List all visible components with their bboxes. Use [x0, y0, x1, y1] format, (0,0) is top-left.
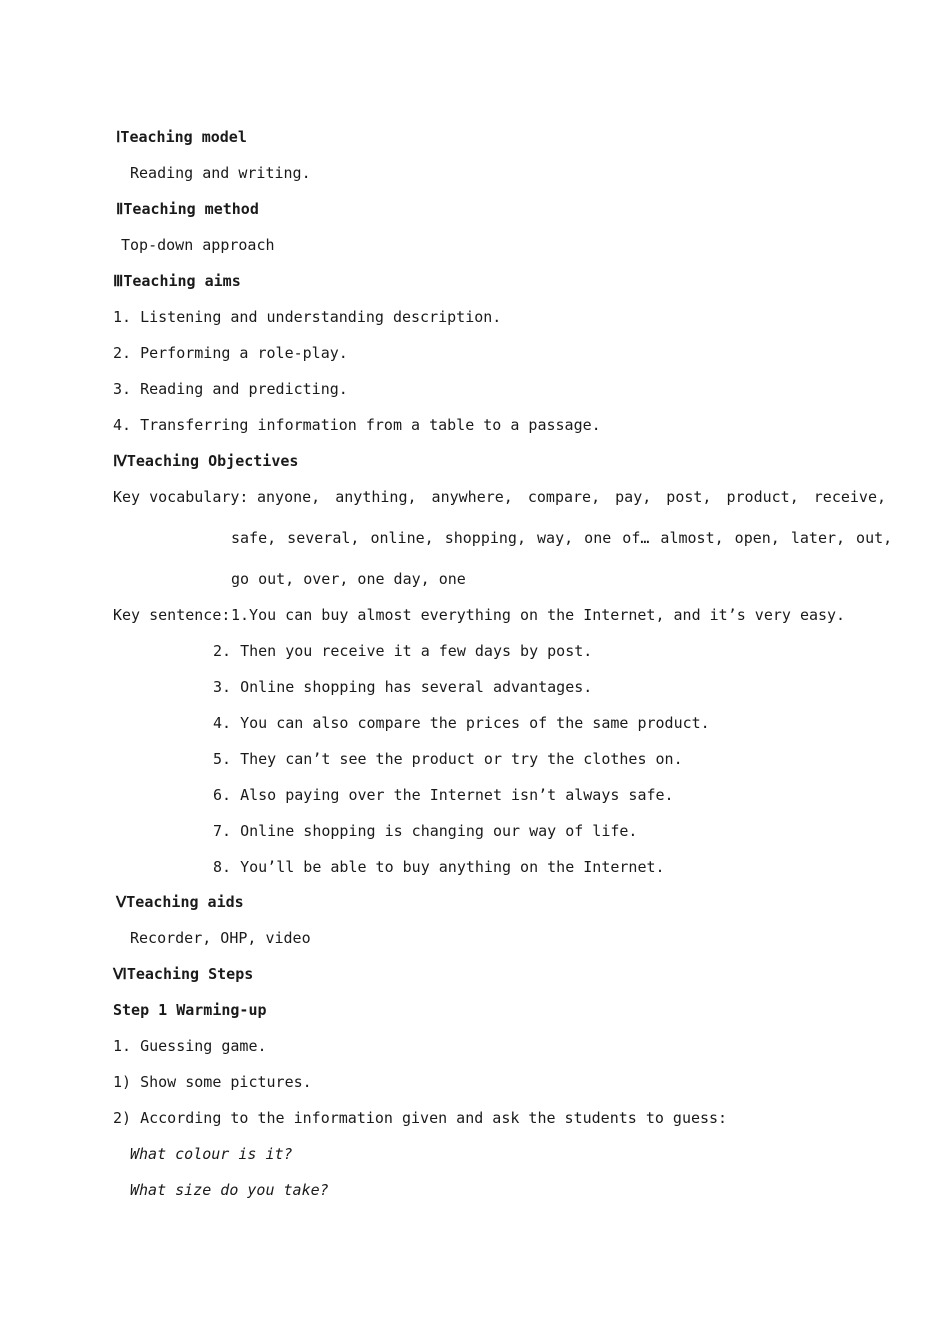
key-vocabulary-label: Key vocabulary:: [113, 488, 249, 506]
aim-item: 4. Transferring information from a table to a passage.: [113, 416, 601, 434]
key-sentence-item: 2. Then you receive it a few days by post.: [213, 642, 593, 660]
key-vocabulary-line: safe, several, online, shopping, way, one of… almost, open, later, out,: [231, 529, 893, 547]
step-item: 1) Show some pictures.: [113, 1073, 312, 1091]
step-item: 2) According to the information given and ask the students to guess:: [113, 1109, 728, 1127]
aim-item: 3. Reading and predicting.: [113, 380, 348, 398]
key-sentence-label: Key sentence:: [113, 606, 231, 624]
key-sentence-item: 5. They can’t see the product or try the clothes on.: [213, 750, 683, 768]
section-heading-teaching-objectives: ⅣTeaching Objectives: [113, 452, 299, 470]
section-heading-teaching-model: ⅠTeaching model: [116, 128, 247, 146]
teaching-model-text: Reading and writing.: [130, 164, 311, 182]
key-vocabulary-line: anyone, anything, anywhere, compare, pay, post, product, receive,: [257, 488, 886, 506]
aim-item: 1. Listening and understanding description.: [113, 308, 502, 326]
section-heading-teaching-aims: ⅢTeaching aims: [113, 272, 241, 290]
key-sentence-item: 7. Online shopping is changing our way of life.: [213, 822, 638, 840]
key-sentence-item: 8. You’ll be able to buy anything on the Internet.: [213, 858, 665, 876]
key-sentence-item: 3. Online shopping has several advantages.: [213, 678, 593, 696]
key-vocabulary-line: go out, over, one day, one: [231, 570, 466, 588]
aim-item: 2. Performing a role-play.: [113, 344, 348, 362]
key-sentence-item: 1.You can buy almost everything on the Internet, and it’s very easy.: [231, 606, 846, 624]
teaching-aids-text: Recorder, OHP, video: [130, 929, 311, 947]
guess-question: What size do you take?: [130, 1181, 329, 1199]
section-heading-teaching-steps: ⅥTeaching Steps: [113, 965, 254, 983]
teaching-method-text: Top-down approach: [121, 236, 275, 254]
key-sentence-item: 4. You can also compare the prices of the same product.: [213, 714, 710, 732]
section-heading-teaching-aids: ⅤTeaching aids: [116, 893, 244, 911]
step-item: 1. Guessing game.: [113, 1037, 267, 1055]
guess-question: What colour is it?: [130, 1145, 293, 1163]
step-heading: Step 1 Warming-up: [113, 1001, 267, 1019]
section-heading-teaching-method: ⅡTeaching method: [116, 200, 259, 218]
key-sentence-item: 6. Also paying over the Internet isn’t always safe.: [213, 786, 674, 804]
